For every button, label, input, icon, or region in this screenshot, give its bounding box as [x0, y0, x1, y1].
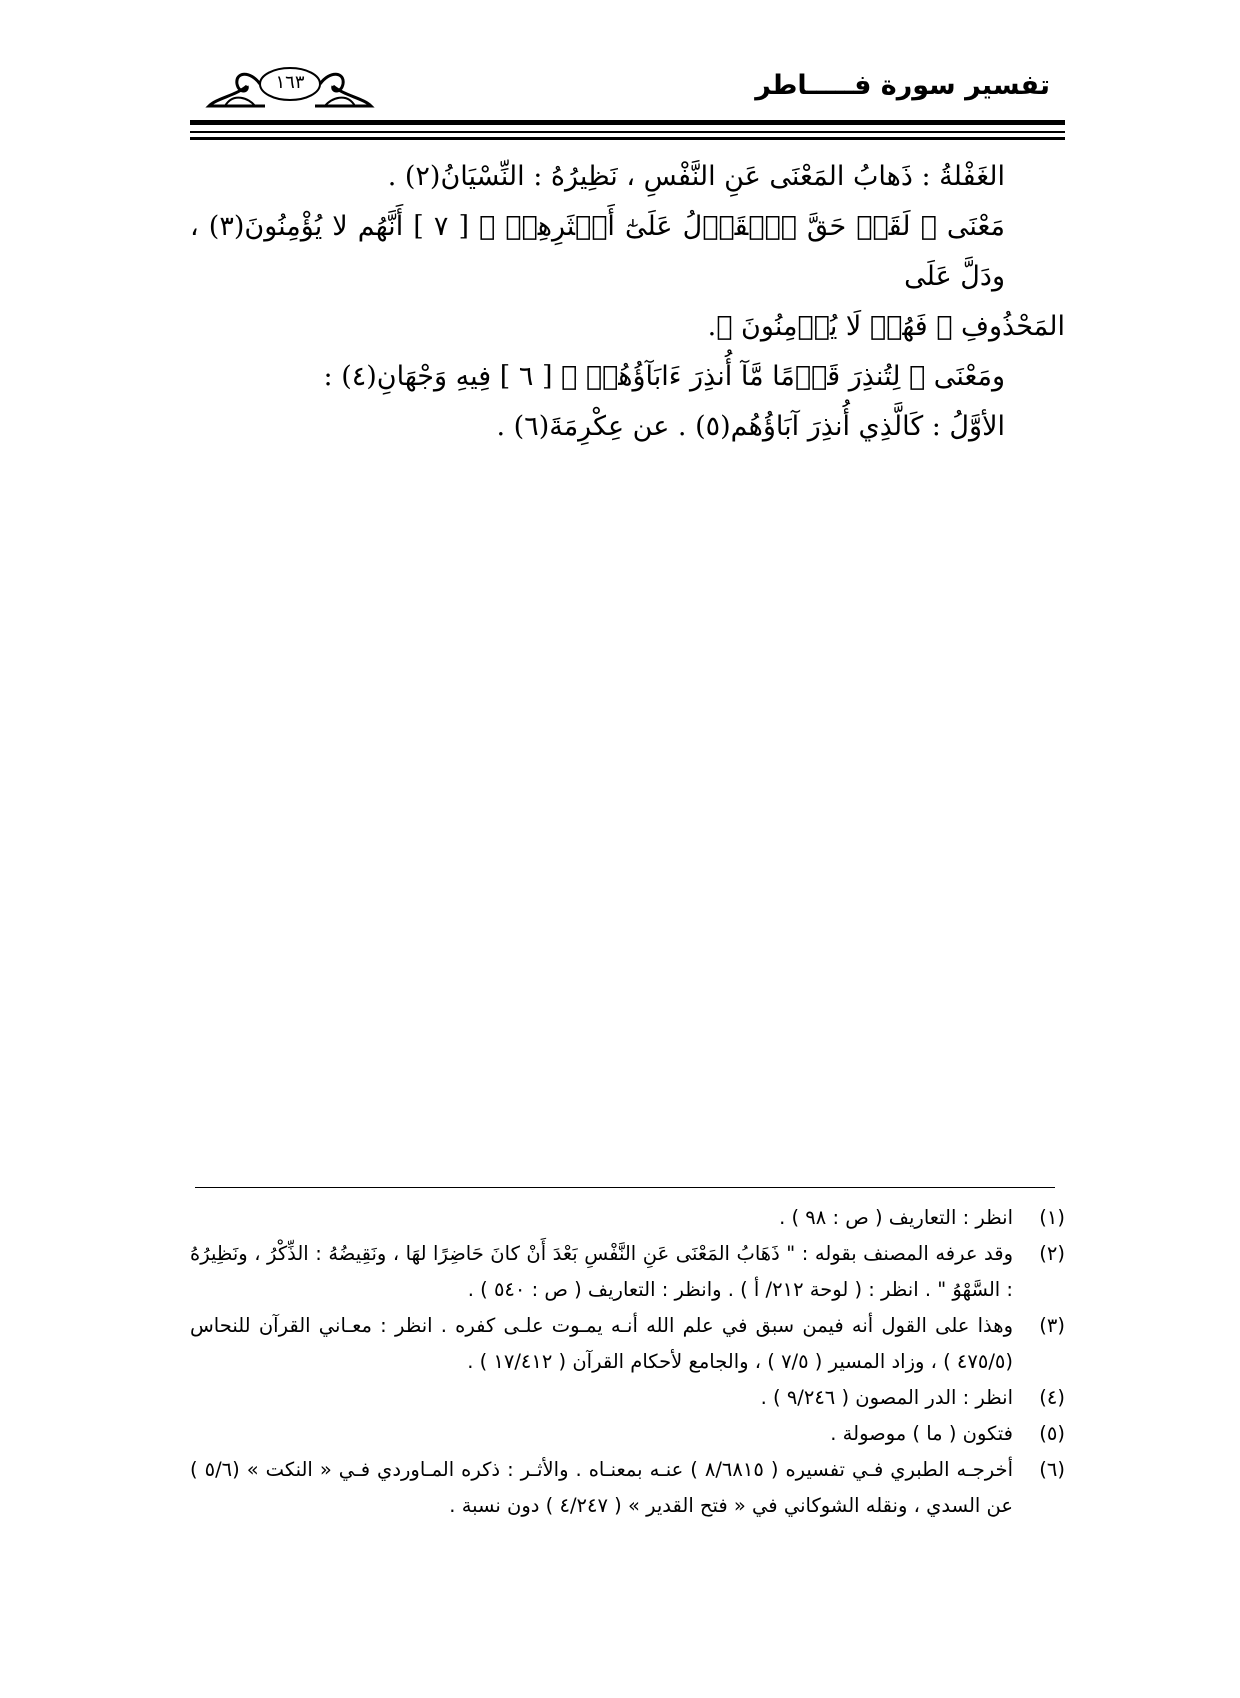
footnote-text: وقد عرفه المصنف بقوله : " ذَهَابُ المَعْنَى عَنِ النَّفْسِ بَعْدَ أَنْ كانَ حَاضِرًا لهَا ، ونَقِيضُهُ : الذِّكْرُ ، ونَظِيرُهُ : السَّهْوُ " . انظر : ( لوحة ٢١٢/ أ ) . وانظر : التعاريف ( ص : ٥٤٠ ) .: [190, 1242, 1013, 1301]
footnote-text: فتكون ( ما ) موصولة .: [830, 1422, 1013, 1445]
running-header-title: تفسير سورة فـــــاطر: [755, 70, 1050, 101]
footnote-separator: [195, 1187, 1055, 1188]
footnote-item: [190, 1452, 1065, 1524]
footnotes: [190, 1200, 1065, 1524]
footnote-number: (٢): [1039, 1242, 1065, 1265]
footnote-text: انظر : التعاريف ( ص : ٩٨ ) .: [779, 1206, 1013, 1229]
text-line: المَحْذُوفِ ﴿ فَهُمۡ لَا يُؤۡمِنُونَ ﴾.: [707, 311, 1065, 342]
footnote-number: (١): [1039, 1206, 1065, 1229]
footnote-number: (٤): [1039, 1386, 1065, 1409]
footnote-number: (٣): [1039, 1314, 1065, 1337]
footnote-item: [190, 1416, 1065, 1452]
header-rule-lower: [190, 137, 1065, 140]
header-rule-thick: [190, 120, 1065, 125]
main-text: [190, 152, 1065, 452]
text-line: مَعْنَى ﴿ لَقَدۡ حَقَّ ٱلۡقَوۡلُ عَلَىٰٓ أَكۡثَرِهِمۡ ﴾ [ ٧ ] أَنَّهُم لا يُؤْمِنُونَ(٣) ، ودَلَّ عَلَى: [190, 211, 1005, 292]
footnote-text: وهذا على القول أنه فيمن سبق في علم الله أنـه يمـوت علـى كفره . انظر : معـاني القرآن للنحاس (٤٧٥/٥ ) ، وزاد المسير ( ٧/٥ ) ، والجامع لأحكام القرآن ( ١٧/٤١٢ ) .: [190, 1314, 1013, 1373]
page-number: ١٦٣: [275, 72, 305, 93]
footnote-item: [190, 1236, 1065, 1308]
header-rule-thin: [190, 131, 1065, 133]
text-line: ومَعْنَى ﴿ لِتُنذِرَ قَوۡمًا مَّآ أُنذِرَ ءَابَآؤُهُمۡ ﴾ [ ٦ ] فِيهِ وَجْهَانِ(٤) :: [323, 361, 1005, 392]
footnote-item: [190, 1380, 1065, 1416]
text-line: الأوَّلُ : كَالَّذِي أُنذِرَ آبَاؤُهُم(٥) . عن عِكْرِمَةَ(٦) .: [496, 411, 1005, 442]
footnote-text: انظر : الدر المصون ( ٩/٢٤٦ ) .: [760, 1386, 1013, 1409]
footnote-item: [190, 1200, 1065, 1236]
footnote-item: [190, 1308, 1065, 1380]
text-line: الغَفْلةُ : ذَهابُ المَعْنَى عَنِ النَّفْسِ ، نَظِيرُهُ : النِّسْيَانُ(٢) .: [387, 161, 1005, 192]
footnote-text: أخرجـه الطبري فـي تفسيره ( ٨/٦٨١٥ ) عنـه بمعنـاه . والأثـر : ذكره المـاوردي فـي « النكت » (٥/٦ ) عن السدي ، ونقله الشوكاني في « فتح القدير » ( ٤/٢٤٧ ) دون نسبة .: [190, 1458, 1013, 1517]
footnote-number: (٦): [1039, 1458, 1065, 1481]
footnote-number: (٥): [1039, 1422, 1065, 1445]
